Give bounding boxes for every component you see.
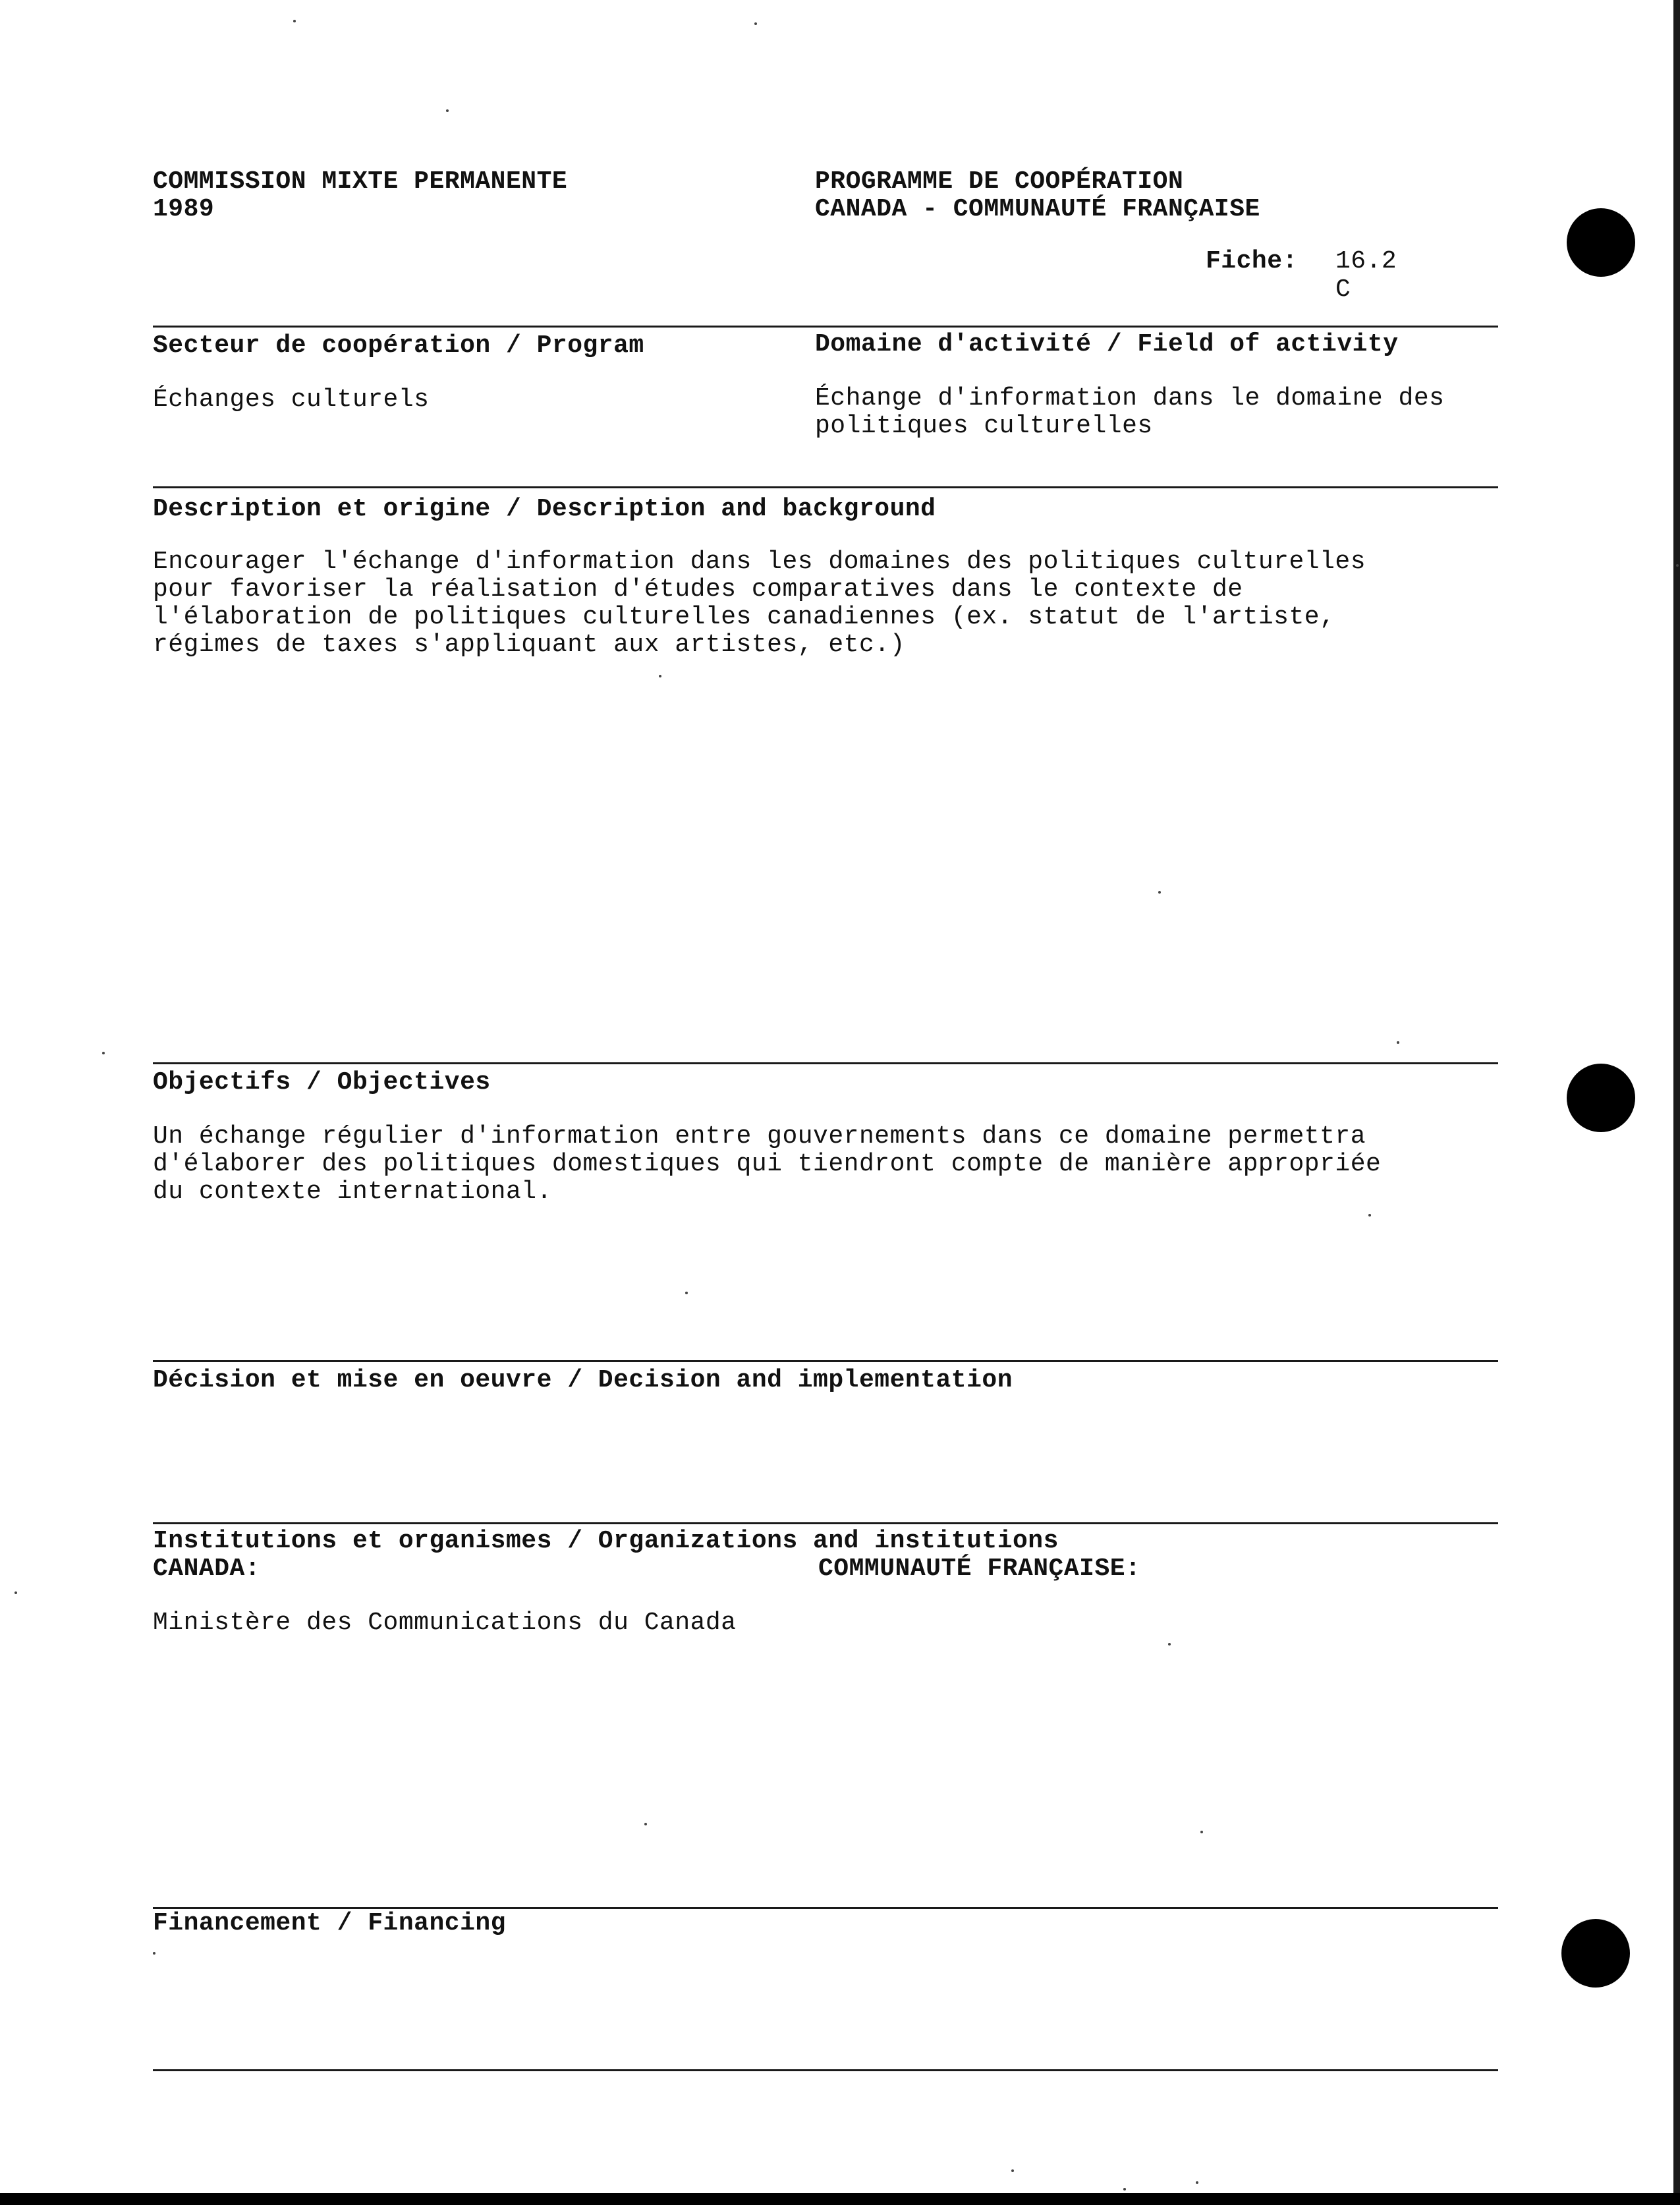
field-value-line1: Échange d'information dans le domaine des: [815, 384, 1445, 413]
scan-speck: [1011, 2169, 1014, 2172]
scan-speck: [446, 109, 449, 112]
communaute-label: COMMUNAUTÉ FRANÇAISE:: [818, 1555, 1141, 1583]
divider: [153, 1360, 1498, 1362]
scan-speck: [1196, 2181, 1198, 2184]
scan-speck: [1158, 891, 1161, 894]
divider: [153, 1062, 1498, 1064]
divider: [153, 2069, 1498, 2071]
scan-speck: [153, 1952, 155, 1955]
scan-speck: [754, 22, 757, 25]
field-heading: Domaine d'activité / Field of activity: [815, 330, 1399, 358]
financing-heading: Financement / Financing: [153, 1909, 506, 1937]
scan-speck: [1397, 1041, 1399, 1044]
description-line: régimes de taxes s'appliquant aux artistes, etc.): [153, 631, 905, 659]
scan-speck: [14, 1591, 17, 1594]
scan-speck: [1168, 1643, 1171, 1646]
objectives-line: d'élaborer des politiques domestiques qui tiendront compte de manière appropriée: [153, 1150, 1382, 1178]
divider: [153, 1522, 1498, 1524]
program-subtitle: CANADA - COMMUNAUTÉ FRANÇAISE: [815, 195, 1260, 223]
scan-speck: [659, 675, 661, 677]
description-line: Encourager l'échange d'information dans les domaines des politiques culturelles: [153, 548, 1366, 576]
objectives-line: Un échange régulier d'information entre gouvernements dans ce domaine permettra: [153, 1122, 1366, 1151]
divider: [153, 486, 1498, 488]
objectives-heading: Objectifs / Objectives: [153, 1068, 491, 1097]
scan-speck: [102, 1052, 105, 1054]
canada-institution: Ministère des Communications du Canada: [153, 1609, 737, 1637]
scan-speck: [1200, 1831, 1203, 1833]
field-value-line2: politiques culturelles: [815, 412, 1153, 440]
description-line: l'élaboration de politiques culturelles canadiennes (ex. statut de l'artiste,: [153, 603, 1335, 631]
scan-edge: [1673, 0, 1680, 2205]
commission-title: COMMISSION MIXTE PERMANENTE: [153, 167, 568, 196]
scan-speck: [293, 20, 296, 22]
scan-speck: [1676, 564, 1679, 567]
fiche-number: 16.2: [1335, 247, 1397, 275]
sector-heading: Secteur de coopération / Program: [153, 331, 644, 360]
scan-speck: [644, 1823, 647, 1825]
scan-speck: [685, 1292, 688, 1294]
punch-hole: [1561, 1919, 1630, 1988]
divider: [153, 326, 1498, 328]
description-line: pour favoriser la réalisation d'études comparatives dans le contexte de: [153, 575, 1243, 604]
scan-speck: [1123, 2188, 1126, 2191]
canada-label: CANADA:: [153, 1555, 261, 1583]
fiche-label: Fiche:: [1206, 247, 1298, 275]
fiche-letter: C: [1335, 275, 1351, 304]
decision-heading: Décision et mise en oeuvre / Decision and implementation: [153, 1366, 1013, 1394]
scan-edge: [0, 2193, 1680, 2205]
sector-value: Échanges culturels: [153, 386, 430, 414]
punch-hole: [1567, 208, 1635, 277]
objectives-line: du contexte international.: [153, 1178, 552, 1206]
program-title: PROGRAMME DE COOPÉRATION: [815, 167, 1184, 196]
institutions-heading: Institutions et organismes / Organizations and institutions: [153, 1527, 1059, 1555]
scan-speck: [1368, 1214, 1371, 1217]
description-heading: Description et origine / Description and background: [153, 495, 936, 523]
commission-year: 1989: [153, 195, 215, 223]
punch-hole: [1567, 1064, 1635, 1132]
